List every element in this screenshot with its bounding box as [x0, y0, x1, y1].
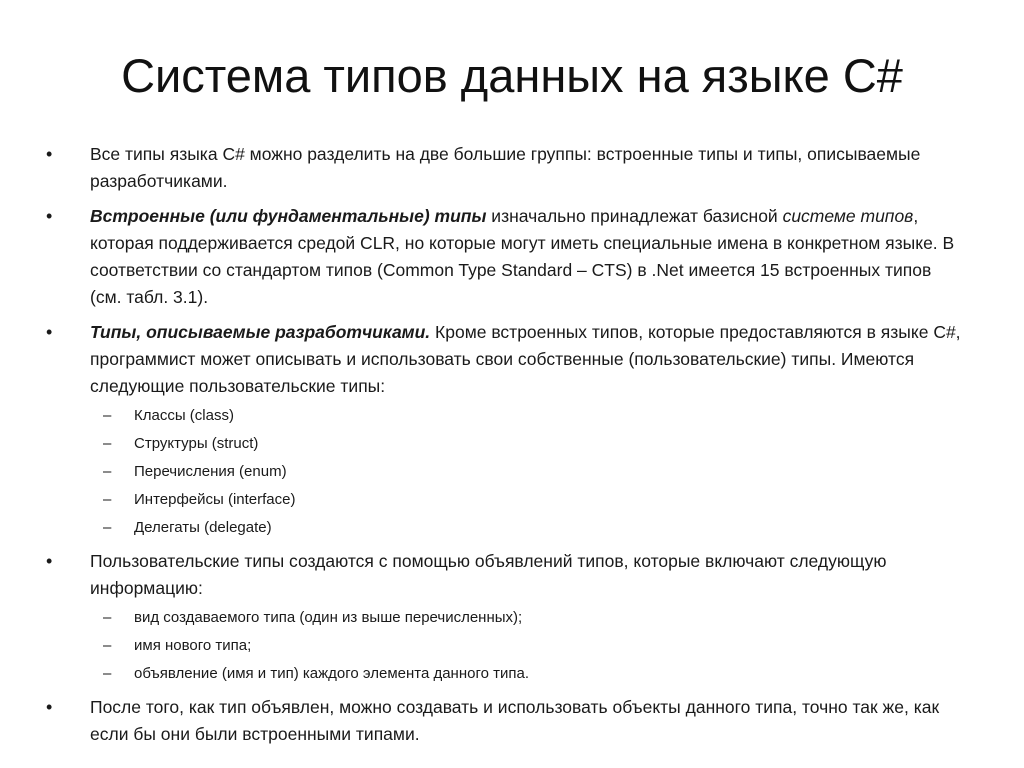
sub-item — [90, 634, 966, 658]
sub-item-text: Структуры (struct) — [134, 435, 259, 452]
bullet-icon: • — [46, 322, 53, 342]
bullet-italic: системе типов — [782, 206, 914, 226]
bullet-text: Все типы языка C# можно разделить на две большие группы: встроенные типы и типы, описываемые разработчиками. — [90, 144, 921, 191]
sub-item-text: объявление (имя и тип) каждого элемента данного типа. — [134, 665, 530, 682]
sub-list — [90, 606, 966, 686]
slide-title: Система типов данных на языке C# — [121, 49, 903, 102]
bullet-text: Кроме встроенных типов, которые предоставляются в языке C#, программист может описывать и использовать свои собственные (пользовательские) типы. Имеются следующие пользовательские типы: — [90, 322, 961, 396]
dash-icon: – — [103, 435, 112, 452]
bullet-list — [46, 141, 966, 748]
bullet-item — [46, 141, 966, 195]
sub-item — [90, 516, 966, 540]
bullet-text: изначально принадлежат базисной — [486, 206, 783, 226]
bullet-icon: • — [46, 144, 53, 164]
slide-content — [46, 141, 966, 756]
sub-item-text: Делегаты (delegate) — [134, 519, 272, 536]
bullet-icon: • — [46, 551, 53, 571]
sub-item-text: Классы (class) — [134, 407, 234, 424]
dash-icon: – — [103, 609, 112, 626]
sub-list — [90, 404, 966, 540]
bullet-icon: • — [46, 697, 53, 717]
bullet-item — [46, 319, 966, 540]
dash-icon: – — [103, 665, 112, 682]
sub-item — [90, 488, 966, 512]
dash-icon: – — [103, 491, 112, 508]
dash-icon: – — [103, 519, 112, 536]
dash-icon: – — [103, 637, 112, 654]
bullet-item — [46, 548, 966, 686]
sub-item — [90, 662, 966, 686]
sub-item-text: вид создаваемого типа (один из выше перечисленных); — [134, 609, 523, 626]
bullet-text: Пользовательские типы создаются с помощью объявлений типов, которые включают следующую информацию: — [90, 551, 887, 598]
bullet-text: После того, как тип объявлен, можно создавать и использовать объекты данного типа, точно так же, как если бы они были встроенными типами. — [90, 697, 940, 744]
sub-item — [90, 432, 966, 456]
sub-item — [90, 460, 966, 484]
sub-item — [90, 606, 966, 630]
sub-item-text: Перечисления (enum) — [134, 463, 287, 480]
sub-item-text: имя нового типа; — [134, 637, 252, 654]
dash-icon: – — [103, 463, 112, 480]
sub-item — [90, 404, 966, 428]
bullet-item — [46, 203, 966, 311]
bullet-item — [46, 694, 966, 748]
dash-icon: – — [103, 407, 112, 424]
bullet-emphasis: Встроенные (или фундаментальные) типы — [90, 206, 487, 226]
bullet-emphasis: Типы, описываемые разработчиками. — [90, 322, 431, 342]
bullet-text: , которая поддерживается средой CLR, но которые могут иметь специальные имена в конкретном языке. В соответствии со стандартом типов (Common Type Standard – CTS) в .Net имеется 15 встроенных типов (см. табл. 3.1). — [90, 206, 955, 307]
bullet-icon: • — [46, 206, 53, 226]
sub-item-text: Интерфейсы (interface) — [134, 491, 296, 508]
